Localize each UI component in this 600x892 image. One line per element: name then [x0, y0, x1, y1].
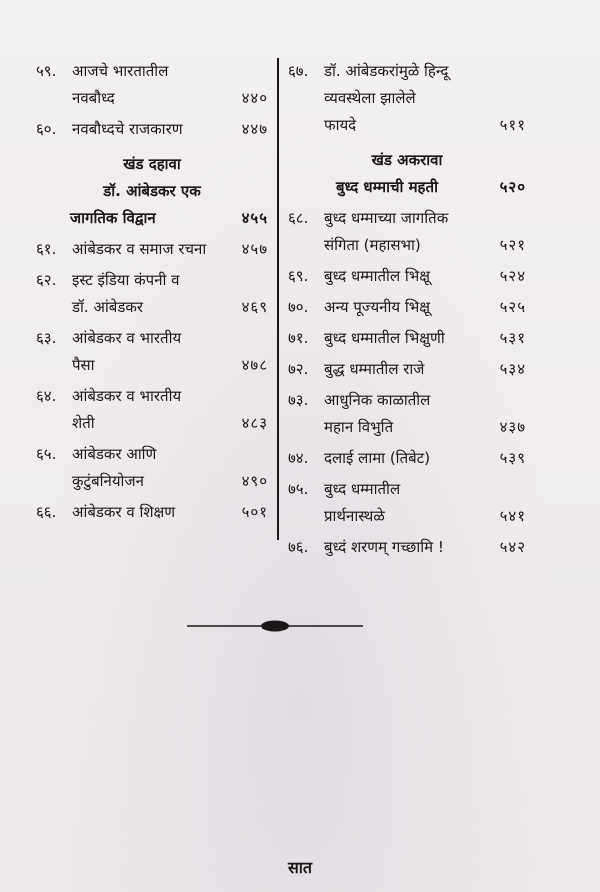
- section-heading: बुध्द धम्माची महती: [336, 178, 438, 196]
- toc-entry-line: [36, 352, 268, 379]
- entry-number: ६१.: [36, 240, 57, 258]
- entry-page-number: ५२१: [499, 236, 526, 254]
- section-page-number: ४५५: [241, 209, 268, 227]
- entry-title: बुध्द धम्मातील भिक्षुणी: [324, 329, 445, 347]
- section-heading: डॉ. आंबेडकर एक: [103, 182, 201, 200]
- entry-page-number: ५०१: [241, 503, 268, 521]
- toc-entry: [36, 236, 268, 263]
- entry-title: डॉ. आंबेडकरांमुळे हिन्दू: [324, 62, 449, 80]
- entry-number: ६६.: [36, 503, 57, 521]
- section-heading-line: [36, 205, 268, 232]
- toc-entry: [36, 116, 268, 143]
- toc-entry-line: [36, 499, 268, 526]
- entry-title: आंबेडकर व भारतीय: [72, 387, 182, 405]
- entry-number: ७४.: [288, 449, 309, 467]
- toc-entry: [288, 476, 526, 530]
- entry-page-number: ४६९: [241, 298, 268, 316]
- section-heading-line: [36, 151, 268, 178]
- entry-number: ७५.: [288, 480, 309, 498]
- entry-number: ६९.: [288, 267, 309, 285]
- entry-number: ७६.: [288, 538, 309, 556]
- entry-gap: [36, 526, 268, 530]
- entry-page-number: ४५७: [241, 240, 268, 258]
- toc-entry-line: [288, 534, 526, 561]
- entry-page-number: ५२४: [499, 267, 526, 285]
- entry-title: शेती: [72, 414, 95, 432]
- entry-title: इस्ट इंडिया कंपनी व: [72, 271, 180, 289]
- toc-entry: [288, 205, 526, 259]
- section-heading-line: [288, 174, 526, 201]
- entry-title: डॉ. आंबेडकर: [72, 298, 144, 316]
- section-heading-line: [36, 178, 268, 205]
- toc-entry-line: [36, 116, 268, 143]
- entry-gap: [288, 561, 526, 565]
- toc-entry-line: [288, 58, 526, 85]
- toc-entry: [36, 267, 268, 321]
- right-section: [288, 143, 526, 205]
- toc-entry-line: [288, 263, 526, 290]
- left-column: [36, 58, 268, 530]
- section-heading: खंड दहावा: [123, 155, 181, 173]
- entry-title: पैसा: [72, 356, 95, 374]
- toc-entry: [36, 325, 268, 379]
- toc-entry-line: [36, 267, 268, 294]
- entry-title: बुध्दं शरणम् गच्छामि !: [324, 538, 444, 556]
- toc-entry: [288, 534, 526, 561]
- toc-entry: [36, 441, 268, 495]
- entry-page-number: ४४०: [241, 89, 268, 107]
- toc-entry: [288, 325, 526, 352]
- entry-page-number: ४८३: [241, 414, 268, 432]
- toc-entry: [36, 58, 268, 112]
- entry-title: प्रार्थनास्थळे: [324, 507, 385, 525]
- toc-entry: [288, 445, 526, 472]
- entry-title: नवबौध्दचे राजकारण: [72, 120, 183, 138]
- entry-page-number: ४३७: [499, 418, 526, 436]
- entry-page-number: ४४७: [241, 120, 268, 138]
- entry-number: ६८.: [288, 209, 309, 227]
- toc-entry-line: [36, 468, 268, 495]
- entry-page-number: ५११: [499, 116, 526, 134]
- toc-entry: [36, 383, 268, 437]
- entry-number: ६०.: [36, 120, 57, 138]
- entry-title: नवबौध्द: [72, 89, 115, 107]
- toc-entry: [288, 387, 526, 441]
- entry-number: ६७.: [288, 62, 309, 80]
- toc-entry-line: [288, 85, 526, 112]
- toc-entry-line: [36, 294, 268, 321]
- entry-number: ७०.: [288, 298, 309, 316]
- toc-entry-line: [36, 410, 268, 437]
- toc-entry-line: [288, 503, 526, 530]
- section-page-number: ५२०: [499, 178, 526, 196]
- toc-entry: [288, 294, 526, 321]
- left-entries-b: [36, 236, 268, 530]
- right-entries-a: [288, 58, 526, 143]
- section-heading-line: [288, 147, 526, 174]
- toc-entry-line: [288, 294, 526, 321]
- entry-page-number: ५३१: [499, 329, 526, 347]
- toc-entry-line: [36, 325, 268, 352]
- entry-number: ७३.: [288, 391, 309, 409]
- ornament-divider: [187, 620, 363, 632]
- toc-entry: [288, 356, 526, 383]
- left-section: [36, 147, 268, 236]
- entry-title: महान विभुति: [324, 418, 394, 436]
- section-heading: जागतिक विद्वान: [70, 209, 156, 227]
- entry-title: दलाई लामा (तिबेट): [324, 449, 431, 467]
- entry-title: बुध्द धम्माच्या जागतिक: [324, 209, 449, 227]
- entry-title: बुध्द धम्मातील: [324, 480, 401, 498]
- entry-title: फायदे: [324, 116, 357, 134]
- right-entries-b: [288, 205, 526, 565]
- toc-entry-line: [36, 58, 268, 85]
- section-heading: खंड अकरावा: [371, 151, 443, 169]
- entry-number: ६४.: [36, 387, 57, 405]
- column-divider: [277, 58, 279, 540]
- entry-page-number: ४७८: [241, 356, 268, 374]
- toc-entry-line: [36, 441, 268, 468]
- left-entries-a: [36, 58, 268, 147]
- entry-number: ५९.: [36, 62, 57, 80]
- entry-page-number: ५३४: [499, 360, 526, 378]
- toc-entry: [288, 263, 526, 290]
- toc-entry: [36, 499, 268, 526]
- toc-entry-line: [288, 414, 526, 441]
- entry-title: संगिता (महासभा): [324, 236, 421, 254]
- toc-entry-line: [36, 383, 268, 410]
- page-number-footer: सात: [287, 858, 313, 877]
- entry-page-number: ५३९: [499, 449, 526, 467]
- toc-entry-line: [288, 232, 526, 259]
- toc-entry-line: [288, 445, 526, 472]
- entry-title: अन्य पूज्यनीय भिक्षू: [324, 298, 431, 316]
- entry-title: आजचे भारतातील: [72, 62, 169, 80]
- toc-entry: [288, 58, 526, 139]
- entry-title: बुद्ध धम्मातील राजे: [324, 360, 425, 378]
- toc-entry-line: [288, 112, 526, 139]
- entry-page-number: ५४१: [499, 507, 526, 525]
- toc-entry-line: [288, 356, 526, 383]
- entry-number: ७२.: [288, 360, 309, 378]
- entry-title: आंबेडकर आणि: [72, 445, 157, 463]
- entry-page-number: ५४२: [499, 538, 526, 556]
- entry-number: ७१.: [288, 329, 309, 347]
- entry-title: व्यवस्थेला झालेले: [324, 89, 416, 107]
- entry-title: आंबेडकर व शिक्षण: [72, 503, 176, 521]
- toc-entry-line: [288, 476, 526, 503]
- right-column: [288, 58, 526, 565]
- entry-title: आंबेडकर व समाज रचना: [72, 240, 207, 258]
- entry-title: आंबेडकर व भारतीय: [72, 329, 182, 347]
- entry-title: कुटुंबनियोजन: [72, 472, 144, 490]
- toc-entry-line: [288, 387, 526, 414]
- entry-title: बुध्द धम्मातील भिक्षू: [324, 267, 431, 285]
- entry-number: ६२.: [36, 271, 57, 289]
- toc-entry-line: [288, 205, 526, 232]
- entry-number: ६५.: [36, 445, 57, 463]
- entry-number: ६३.: [36, 329, 57, 347]
- entry-page-number: ५२५: [499, 298, 526, 316]
- entry-title: आधुनिक काळातील: [324, 391, 431, 409]
- toc-entry-line: [36, 85, 268, 112]
- toc-entry-line: [36, 236, 268, 263]
- entry-page-number: ४९०: [241, 472, 268, 490]
- toc-entry-line: [288, 325, 526, 352]
